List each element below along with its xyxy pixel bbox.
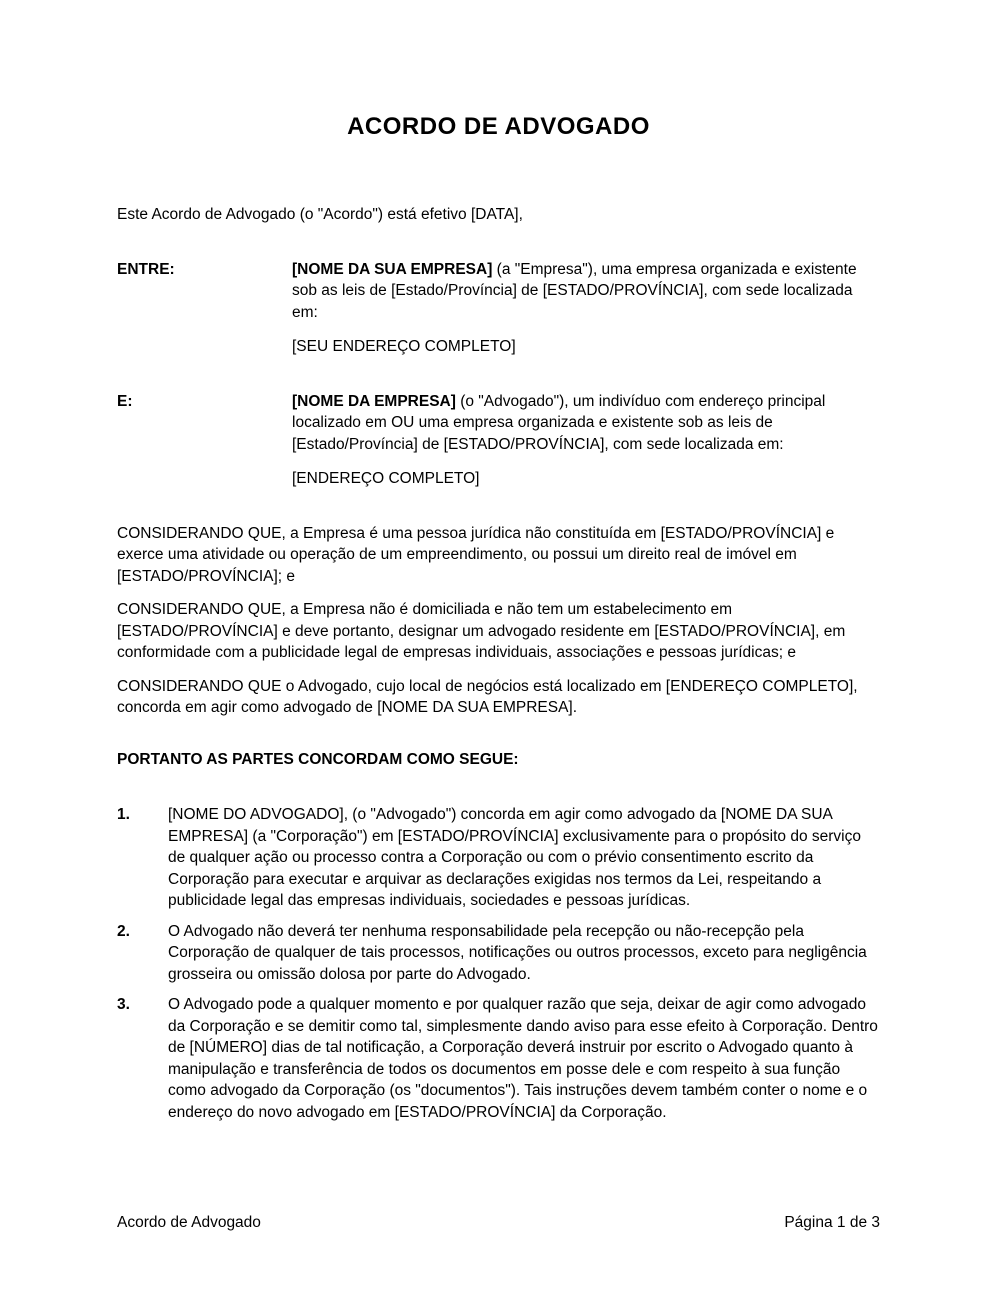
party-description [292, 259, 880, 324]
party-body-entre [292, 259, 880, 358]
party-address-placeholder: [SEU ENDEREÇO COMPLETO] [292, 338, 516, 355]
recital-paragraph: CONSIDERANDO QUE o Advogado, cujo local de negócios está localizado em [ENDEREÇO COMPLETO], concorda em agir como advogado de [NOME DA SUA EMPRESA]. [117, 677, 858, 716]
party-name-placeholder: [NOME DA SUA EMPRESA] [292, 260, 493, 278]
clause-text: O Advogado pode a qualquer momento e por qualquer razão que seja, deixar de agir como advogado da Corporação e se demitir como tal, simplesmente dando aviso para esse efeito à Corporação. Dentro de [NÚMERO] dias de tal notificação, a Corporação deverá instruir por escrito o Advogado quanto à manipulação e transferência de todos os documentos em posse dele e com respeito à sua função como advogado da Corporação (os "documentos"). Tais instruções devem também conter o nome e o endereço do novo advogado em [ESTADO/PROVÍNCIA] da Corporação. [168, 996, 878, 1121]
party-address-placeholder: [ENDEREÇO COMPLETO] [292, 470, 480, 487]
intro-paragraph: Este Acordo de Advogado (o "Acordo") está efetivo [DATA], [117, 206, 523, 223]
clause-text: O Advogado não deverá ter nenhuma responsabilidade pela recepção ou não-recepção pela Corporação de qualquer de tais processos, notificações ou outros processos, exceto para negligência grosseira ou omissão dolosa por parte do Advogado. [168, 922, 867, 983]
page-footer [117, 1212, 880, 1234]
document-body [117, 0, 880, 1132]
agreement-heading: PORTANTO AS PARTES CONCORDAM COMO SEGUE: [117, 750, 519, 768]
party-label-e: E: [117, 392, 133, 410]
recital-paragraph: CONSIDERANDO QUE, a Empresa é uma pessoa jurídica não constituída em [ESTADO/PROVÍNCIA] e exerce uma atividade ou operação de um empreendimento, ou possui um direito real de imóvel em [ESTADO/PROVÍNCIA]; e [117, 524, 835, 585]
document-title: ACORDO DE ADVOGADO [347, 113, 650, 140]
recitals-section [117, 523, 880, 719]
clause-item [117, 921, 880, 986]
footer-page-number: Página 1 de 3 [784, 1214, 880, 1231]
clause-text: [NOME DO ADVOGADO], (o "Advogado") concorda em agir como advogado da [NOME DA SUA EMPRESA] (a "Corporação") em [ESTADO/PROVÍNCIA] exclusivamente para o propósito do serviço de qualquer ação ou processo contra a Corporação ou com o prévio consentimento escrito da Corporação para executar e arquivar as declarações exigidas nos termos da Lei, respeitando a publicidade legal das empresas individuais, sociedades e pessoas jurídicas. [168, 806, 861, 909]
party-description-text: (o "Advogado"), um indivíduo com endereço principal localizado em OU uma empresa organizada e existente sob as leis de [Estado/Província] de [ESTADO/PROVÍNCIA], com sede localizada em: [292, 392, 826, 453]
clause-number: 3. [117, 996, 130, 1013]
clause-item [117, 994, 880, 1123]
party-label-entre: ENTRE: [117, 260, 175, 278]
party-description [292, 391, 880, 456]
clauses-list [117, 804, 880, 1123]
clause-number: 1. [117, 806, 130, 823]
clause-number: 2. [117, 922, 130, 940]
recital-paragraph: CONSIDERANDO QUE, a Empresa não é domiciliada e não tem um estabelecimento em [ESTADO/PROVÍNCIA] e deve portanto, designar um advogado residente em [ESTADO/PROVÍNCIA], em conformidade com a publicidade legal de empresas individuais, associações e pessoas jurídicas; e [117, 601, 846, 661]
party-row-entre [117, 259, 880, 358]
party-row-e [117, 391, 880, 490]
party-body-e [292, 391, 880, 490]
party-description-text: (a "Empresa"), uma empresa organizada e existente sob as leis de [Estado/Província] de [ESTADO/PROVÍNCIA], com sede localizada em: [292, 260, 857, 321]
party-name-placeholder: [NOME DA EMPRESA] [292, 392, 456, 410]
clause-item [117, 804, 880, 912]
footer-document-name: Acordo de Advogado [117, 1214, 261, 1231]
